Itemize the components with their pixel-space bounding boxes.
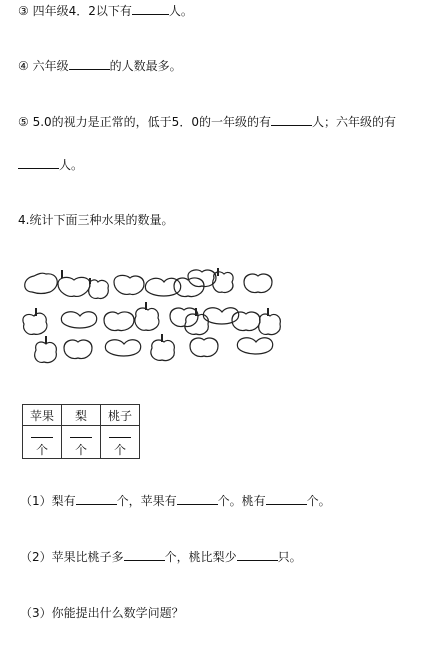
answer-blank[interactable] xyxy=(31,426,53,438)
answer-blank[interactable] xyxy=(18,156,59,169)
question-4-title: 4.统计下面三种水果的数量。 xyxy=(18,213,174,227)
table-header-row xyxy=(23,405,140,426)
pear-icon xyxy=(151,340,174,361)
pear-icon xyxy=(259,314,281,335)
question-item-5 xyxy=(18,113,396,130)
answer-blank[interactable] xyxy=(69,57,110,70)
table-cell-peach[interactable] xyxy=(101,426,140,459)
answer-blank[interactable] xyxy=(237,548,278,561)
table-header-pear: 梨 xyxy=(62,405,101,426)
item-marker: ⑤ xyxy=(18,115,29,129)
peach-icon xyxy=(237,338,272,354)
apple-icon xyxy=(64,340,92,359)
sub-question-3: （3）你能提出什么数学问题？ xyxy=(20,606,184,620)
question-item-5-cont xyxy=(18,156,83,173)
sub-question-text: 个，桃比梨少 xyxy=(164,550,237,564)
item-text: 四年级4．2以下有 xyxy=(32,4,132,18)
pear-icon xyxy=(89,280,109,299)
item-text: 人。 xyxy=(168,4,193,18)
sub-question-text: 个，苹果有 xyxy=(116,494,177,508)
table-header-apple: 苹果 xyxy=(23,405,62,426)
item-text: 六年级 xyxy=(32,59,69,73)
table-cell-pear[interactable] xyxy=(62,426,101,459)
sub-question-2 xyxy=(20,548,302,565)
sub-question-text: 个。桃有 xyxy=(217,494,266,508)
pear-icon xyxy=(25,273,58,293)
table-header-peach: 桃子 xyxy=(101,405,140,426)
table-cell-apple[interactable] xyxy=(23,426,62,459)
answer-blank[interactable] xyxy=(132,2,169,15)
peach-icon xyxy=(61,312,96,328)
answer-blank[interactable] xyxy=(271,113,312,126)
answer-blank[interactable] xyxy=(76,492,117,505)
question-item-4 xyxy=(18,57,182,74)
sub-question-text: 个。 xyxy=(306,494,331,508)
sub-question-text: （2）苹果比桃子多 xyxy=(20,550,124,564)
fruit-count-table xyxy=(22,404,140,459)
answer-blank[interactable] xyxy=(70,426,92,438)
unit-label: 个 xyxy=(74,443,87,457)
apple-icon xyxy=(190,338,218,357)
item-text: 的人数最多。 xyxy=(109,59,182,73)
apple-icon xyxy=(244,274,272,293)
answer-blank[interactable] xyxy=(124,548,165,561)
item-text: 人；六年级的有 xyxy=(311,115,396,129)
pear-icon xyxy=(185,314,208,335)
answer-blank[interactable] xyxy=(109,426,131,438)
pear-icon xyxy=(23,313,47,334)
peach-icon xyxy=(105,340,140,356)
answer-blank[interactable] xyxy=(177,492,218,505)
table-row xyxy=(23,426,140,459)
apple-icon xyxy=(170,308,198,327)
pear-icon xyxy=(35,342,57,363)
item-marker: ③ xyxy=(18,4,29,18)
item-text: 5.0的视力是正常的，低于5．0的一年级的有 xyxy=(32,115,271,129)
sub-question-1 xyxy=(20,492,331,509)
apple-icon xyxy=(104,312,134,331)
sub-question-text: （1）梨有 xyxy=(20,494,76,508)
apple-icon xyxy=(232,312,260,331)
unit-label: 个 xyxy=(113,443,126,457)
apple-icon xyxy=(58,277,90,296)
item-text: 人。 xyxy=(59,158,84,172)
question-item-3 xyxy=(18,2,193,19)
unit-label: 个 xyxy=(35,443,48,457)
sub-question-text: 只。 xyxy=(277,550,302,564)
item-marker: ④ xyxy=(18,59,29,73)
answer-blank[interactable] xyxy=(266,492,307,505)
fruit-figure xyxy=(18,264,288,364)
apple-icon xyxy=(114,275,144,294)
pear-icon xyxy=(135,308,159,330)
